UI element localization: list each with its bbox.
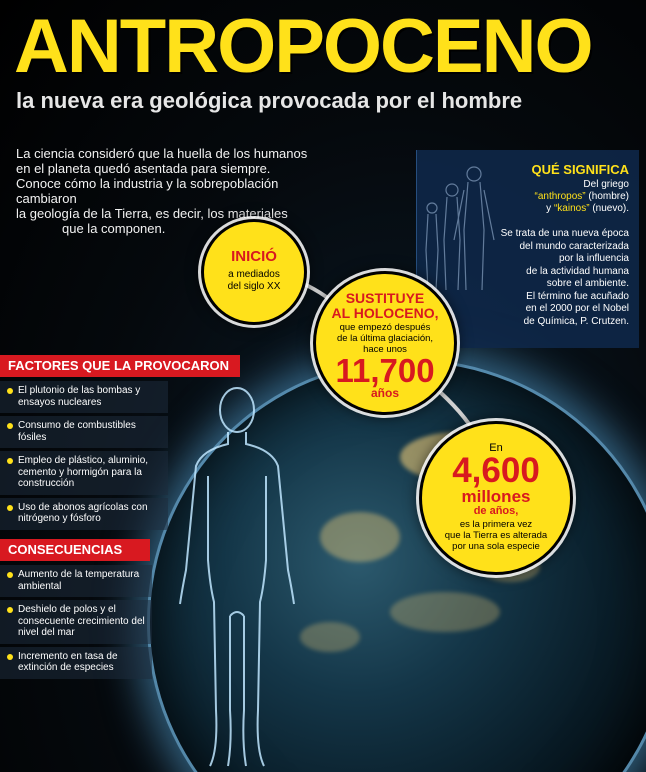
list-item: Aumento de la temperatura ambiental xyxy=(0,565,152,597)
intro-line: que la componen. xyxy=(62,221,166,236)
page-title: ANTROPOCENO xyxy=(14,4,592,89)
factors-list xyxy=(0,381,168,533)
human-outline-icon xyxy=(172,380,302,772)
list-item: Empleo de plástico, aluminio, cemento y hormigón para la construcción xyxy=(0,451,168,495)
bubble-start: INICIÓ a mediados del siglo XX xyxy=(204,222,304,322)
bubble-holocene: SUSTITUYE AL HOLOCENO, que empezó después de la última glaciación, hace unos 11,700 años xyxy=(316,274,454,412)
bullet-icon xyxy=(7,423,13,429)
factors-heading: FACTORES QUE LA PROVOCARON xyxy=(0,355,240,377)
bullet-icon xyxy=(7,458,13,464)
list-item: Deshielo de polos y el consecuente crecimiento del nivel del mar xyxy=(0,600,152,644)
list-item: El plutonio de las bombas y ensayos nucleares xyxy=(0,381,168,413)
intro-line: la geología de la Tierra, es decir, los materiales xyxy=(16,206,288,221)
intro-line: en el planeta quedó asentada para siempre. xyxy=(16,161,271,176)
bullet-icon xyxy=(7,607,13,613)
page-subtitle: la nueva era geológica provocada por el hombre xyxy=(16,88,523,113)
consequences-heading: CONSECUENCIAS xyxy=(0,539,150,561)
intro-line: La ciencia consideró que la huella de los humanos xyxy=(16,146,308,161)
bullet-icon xyxy=(7,505,13,511)
bubble-species: En 4,600 millones de años, es la primera vez que la Tierra es alterada por una sola especie xyxy=(422,424,570,572)
intro-line: Conoce cómo la industria y la sobrepoblación cambiaron xyxy=(16,176,279,206)
holocene-years-number: 11,700 xyxy=(335,352,435,389)
meaning-origin: Del griego “anthropos” (hombre) y “kainos” (nuevo). xyxy=(534,179,629,214)
meaning-description: Se trata de una nueva época del mundo caracterizada por la influencia de la actividad humana sobre el ambiente. El término fue acuñado en el 2000 por el Nobel de Química, P. Crutzen. xyxy=(500,228,629,327)
intro-paragraph xyxy=(16,146,316,236)
list-item: Consumo de combustibles fósiles xyxy=(0,416,168,448)
bullet-icon xyxy=(7,654,13,660)
list-item: Uso de abonos agrícolas con nitrógeno y fósforo xyxy=(0,498,168,530)
list-item: Incremento en tasa de extinción de especies xyxy=(0,647,152,679)
meaning-title: QUÉ SIGNIFICA xyxy=(531,162,629,177)
species-years-number: 4,600 xyxy=(452,451,540,490)
bullet-icon xyxy=(7,388,13,394)
bullet-icon xyxy=(7,572,13,578)
consequences-list xyxy=(0,565,152,682)
